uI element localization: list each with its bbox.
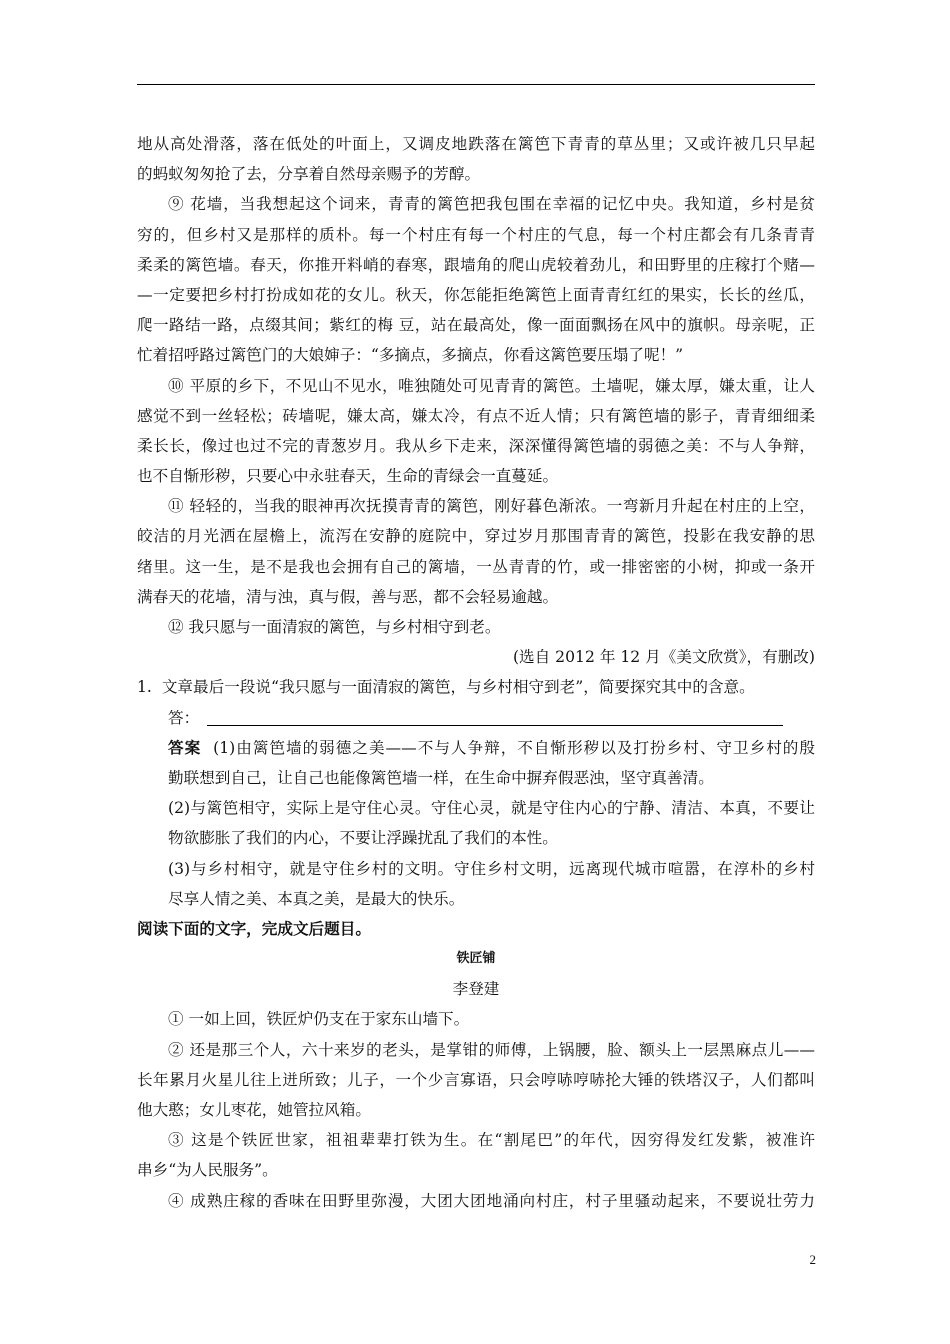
text-line: 满春天的花墙，清与浊，真与假，善与恶，都不会轻易逾越。 <box>137 587 559 606</box>
text-line: ⑩ 平原的乡下，不见山不见水，唯独随处可见青青的篱笆。土墙呢，嫌太厚，嫌太重，让人 <box>168 376 815 395</box>
answer-line: 勤联想到自己，让自己也能像篱笆墙一样，在生命中摒弃假恶浊，坚守真善清。 <box>168 768 714 787</box>
text-line: 地从高处滑落，落在低处的叶面上，又调皮地跌落在篱笆下青青的草丛里；又或许被几只早起 <box>137 135 815 153</box>
text-line: 柔柔的篱笆墙。春天，你推开料峭的春寒，跟墙角的爬山虎较着劲儿，和田野里的庄稼打个赌— <box>137 255 815 274</box>
source-citation: (选自 2012 年 12 月《美文欣赏》，有删改) <box>512 648 815 667</box>
question-text: 文章最后一段说“我只愿与一面清寂的篱笆，与乡村相守到老”，简要探究其中的含意。 <box>161 678 755 697</box>
answer-text: (1)由篱笆墙的弱德之美——不与人争辩，不自惭形秽以及打扮乡村、守卫乡村的殷 <box>213 738 815 757</box>
answer-blank <box>137 703 815 733</box>
text-line: 也不自惭形秽，只要心中永驻春天，生命的青绿会一直蔓延。 <box>137 467 559 486</box>
page-number: 2 <box>809 1252 816 1267</box>
text-line: —一定要把乡村打扮成如花的女儿。秋天，你怎能拒绝篱笆上面青青红红的果实，长长的丝瓜， <box>137 285 815 304</box>
answer-line: 尽享人情之美、本真之美，是最大的快乐。 <box>168 889 465 908</box>
text-line: 柔长长，像过也过不完的青葱岁月。我从乡下走来，深深懂得篱笆墙的弱德之美：不与人争辩， <box>137 436 815 455</box>
story-author: 李登建 <box>452 980 500 999</box>
text-line: 绪里。这一生，是不是我也会拥有自己的篱墙，一丛青青的竹，或一排密密的小树，抑或一条开 <box>137 557 815 576</box>
text-line: ① 一如上回，铁匠炉仍支在于家东山墙下。 <box>168 1010 470 1029</box>
text-line: 穷的，但乡村又是那样的质朴。每一个村庄有每一个村庄的气息，每一个村庄都会有几条青青 <box>137 225 815 244</box>
text-line: ⑪ 轻轻的，当我的眼神再次抚摸青青的篱笆，刚好暮色渐浓。一弯新月升起在村庄的上空， <box>168 497 815 516</box>
text-line: ③ 这是个铁匠世家，祖祖辈辈打铁为生。在“割尾巴”的年代，因穷得发红发紫，被准许 <box>168 1131 815 1150</box>
question <box>137 672 815 702</box>
answer-line: 物欲膨胀了我们的内心，不要让浮躁扰乱了我们的本性。 <box>168 829 558 848</box>
document-body <box>137 129 815 1216</box>
answer-line: (2)与篱笆相守，实际上是守住心灵。守住心灵，就是守住内心的宁静、清洁、本真，不要让 <box>168 799 815 818</box>
header-rule <box>137 84 815 85</box>
text-line: 的蚂蚁匆匆抢了去，分享着自然母亲赐予的芳醇。 <box>137 165 481 184</box>
text-line: ⑫ 我只愿与一面清寂的篱笆，与乡村相守到老。 <box>168 618 501 636</box>
reading-instruction: 阅读下面的文字，完成文后题目。 <box>137 918 371 938</box>
answer-line <box>137 733 815 763</box>
answer-line: (3)与乡村相守，就是守住乡村的文明。守住乡村文明，远离现代城市喧嚣，在淳朴的乡村 <box>168 859 815 878</box>
answer-prefix: 答： <box>168 708 200 727</box>
text-line: 串乡“为人民服务”。 <box>137 1161 278 1180</box>
question-number: 1. <box>137 678 152 697</box>
text-line: 忙着招呼路过篱笆门的大娘婶子：“多摘点，多摘点，你看这篱笆要压塌了呢！” <box>137 346 684 365</box>
text-line: 爬一路结一路，点缀其间；紫红的梅 豆，站在最高处，像一面面飘扬在风中的旗帜。母亲呢，正 <box>137 316 815 335</box>
text-line: 皎洁的月光洒在屋檐上，流泻在安静的庭院中，穿过岁月那围青青的篱笆，投影在我安静的思 <box>137 527 815 546</box>
text-line: ⑨ 花墙，当我想起这个词来，青青的篱笆把我包围在幸福的记忆中央。我知道，乡村是贫 <box>168 195 815 214</box>
text-line: 感觉不到一丝轻松；砖墙呢，嫌太高，嫌太冷，有点不近人情；只有篱笆墙的影子，青青细细柔 <box>137 406 815 425</box>
text-line: 长年累月火星儿往上迸所致；儿子，一个少言寡语，只会哼哧哼哧抡大锤的铁塔汉子，人们都叫 <box>137 1070 815 1089</box>
answer-input-line[interactable] <box>207 709 783 726</box>
story-title: 铁匠铺 <box>456 951 496 967</box>
text-line: ④ 成熟庄稼的香味在田野里弥漫，大团大团地涌向村庄，村子里骚动起来，不要说壮劳力 <box>168 1191 815 1210</box>
text-line: ② 还是那三个人，六十来岁的老头，是掌钳的师傅，上锅腰，脸、额头上一层黑麻点儿—— <box>168 1040 815 1059</box>
text-line: 他大憨；女儿枣花，她管拉风箱。 <box>137 1101 371 1119</box>
answer-label: 答案 <box>168 737 202 757</box>
